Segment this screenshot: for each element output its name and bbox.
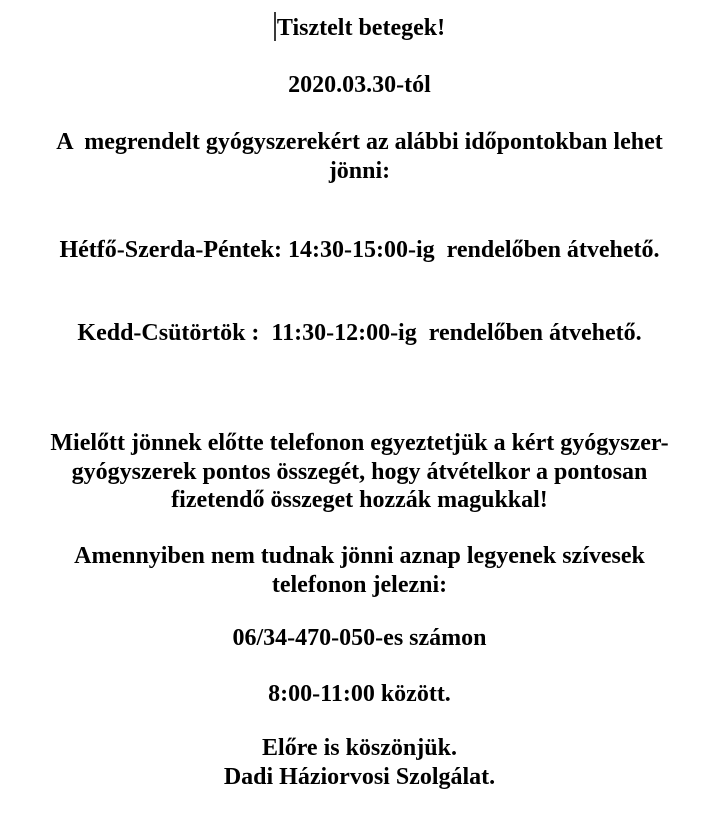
text-line: fizetendő összeget hozzák magukkal! <box>171 487 548 513</box>
text-line: jönni: <box>328 157 391 184</box>
paragraph <box>0 624 719 653</box>
text-line: 06/34-470-050-es számon <box>232 625 487 651</box>
paragraph <box>0 71 719 100</box>
text-line: A megrendelt gyógyszerekért az alábbi időpontokban lehet <box>56 129 663 155</box>
text-line-content: Tisztelt betegek! <box>276 15 446 41</box>
text-line: Hétfő-Szerda-Péntek: 14:30-15:00-ig rendelőben átvehető. <box>59 237 660 263</box>
paragraph <box>0 429 719 515</box>
paragraph <box>0 734 719 791</box>
text-line: gyógyszerek pontos összegét, hogy átvételkor a pontosan <box>71 458 648 485</box>
text-cursor-caret <box>274 12 276 41</box>
paragraph <box>0 319 719 348</box>
text-line: Kedd-Csütörtök : 11:30-12:00-ig rendelőben átvehető. <box>77 320 642 346</box>
text-line: 8:00-11:00 között. <box>268 681 451 707</box>
text-line: Mielőtt jönnek előtte telefonon egyeztetjük a kért gyógyszer- <box>50 430 669 456</box>
text-line: Dadi Háziorvosi Szolgálat. <box>223 763 496 790</box>
paragraph <box>0 680 719 709</box>
text-line <box>0 12 719 43</box>
text-line: Amennyiben nem tudnak jönni aznap legyenek szívesek <box>74 543 645 569</box>
paragraph <box>0 12 719 43</box>
paragraph <box>0 542 719 599</box>
paragraph <box>0 128 719 185</box>
text-line: 2020.03.30-tól <box>288 72 431 98</box>
text-line: Előre is köszönjük. <box>262 735 457 761</box>
text-line: telefonon jelezni: <box>271 571 448 598</box>
paragraph <box>0 236 719 265</box>
